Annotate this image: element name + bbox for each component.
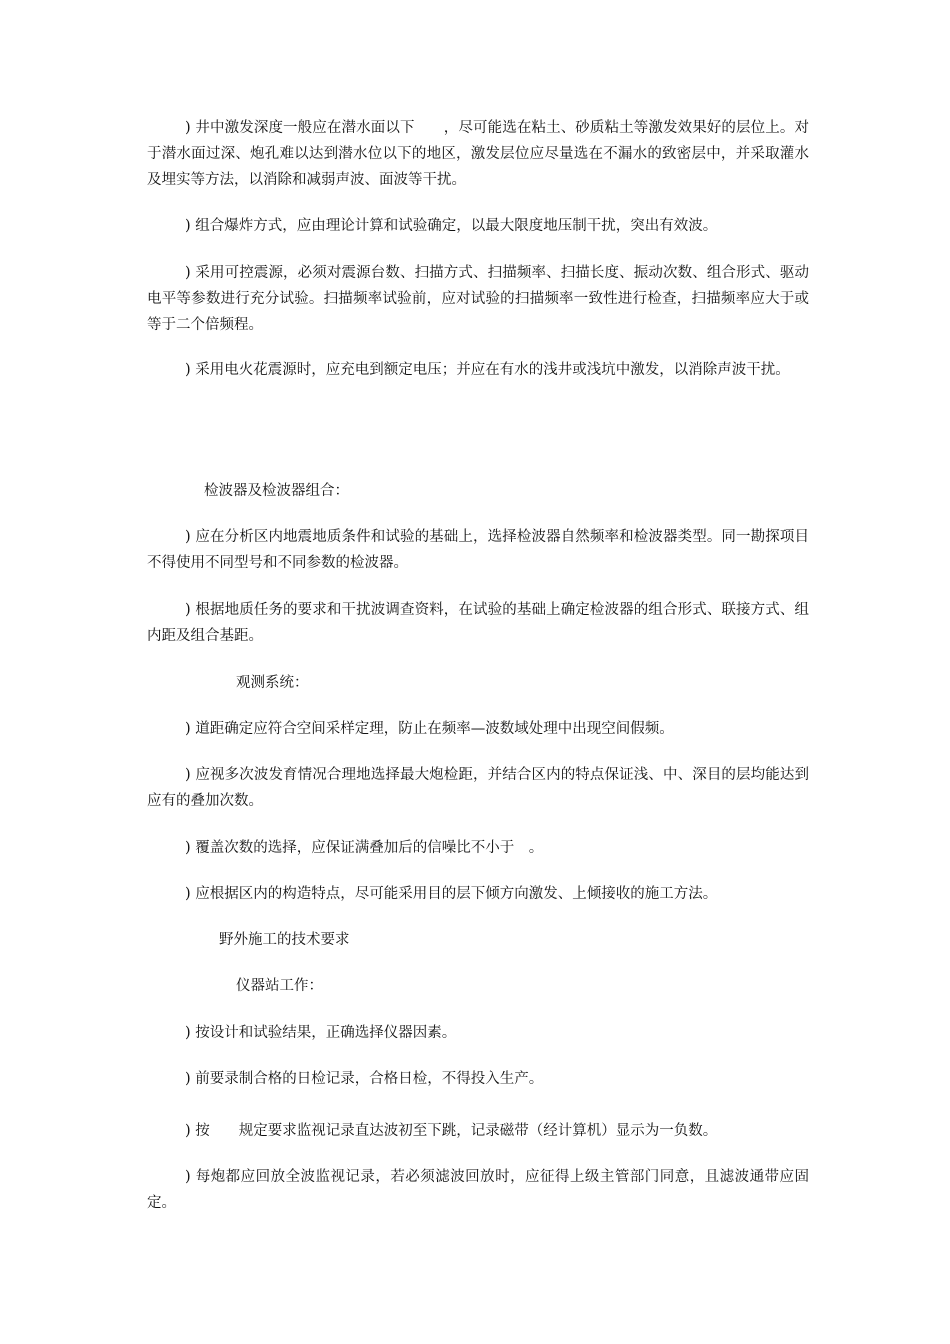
paragraph-max-offset: ) 应视多次波发育情况合理地选择最大炮检距，并结合区内的特点保证浅、中、深目的层均能达到应有的叠加次数。	[147, 767, 809, 809]
paragraph-coverage: ) 覆盖次数的选择，应保证满叠加后的信噪比不小于 。	[185, 840, 544, 856]
paragraph-geophone-type: ) 应在分析区内地震地质条件和试验的基础上，选择检波器自然频率和检波器类型。同一勘探项目不得使用不同型号和不同参数的检波器。	[147, 529, 809, 571]
paragraph-direct-wave: ) 按 规定要求监视记录直达波初至下跳，记录磁带（经计算机）显示为一负数。	[185, 1123, 718, 1139]
heading-geophones: 检波器及检波器组合：	[204, 483, 349, 499]
paragraph-shooting-direction: ) 应根据区内的构造特点，尽可能采用目的层下倾方向激发、上倾接收的施工方法。	[185, 886, 718, 902]
paragraph-instrument-factors: ) 按设计和试验结果，正确选择仪器因素。	[185, 1025, 457, 1041]
paragraph-trace-spacing: ) 道距确定应符合空间采样定理，防止在频率—波数域处理中出现空间假频。	[185, 721, 674, 737]
paragraph-spark-source: ) 采用电火花震源时，应充电到额定电压；并应在有水的浅井或浅坑中激发，以消除声波干扰。	[185, 362, 790, 378]
paragraph-geophone-array: ) 根据地质任务的要求和干扰波调查资料，在试验的基础上确定检波器的组合形式、联接方式、组内距及组合基距。	[147, 602, 809, 644]
heading-observation-system: 观测系统：	[236, 675, 309, 691]
paragraph-combined-blasting: ) 组合爆炸方式，应由理论计算和试验确定，以最大限度地压制干扰，突出有效波。	[185, 218, 718, 234]
paragraph-daily-check: ) 前要录制合格的日检记录，合格日检，不得投入生产。	[185, 1071, 544, 1087]
heading-field-requirements: 野外施工的技术要求	[219, 932, 350, 948]
heading-instrument-station: 仪器站工作：	[236, 978, 323, 994]
paragraph-excitation-depth: ) 井中激发深度一般应在潜水面以下 ，尽可能选在粘土、砂质粘土等激发效果好的层位上。对于潜水面过深、炮孔难以达到潜水位以下的地区，激发层位应尽量选在不漏水的致密层中，并采取灌水及埋实等方法，以消除和减弱声波、面波等干扰。	[147, 120, 809, 188]
paragraph-playback: ) 每炮都应回放全波监视记录，若必须滤波回放时，应征得上级主管部门同意，且滤波通带应固定。	[147, 1169, 809, 1211]
paragraph-vibroseis: ) 采用可控震源，必须对震源台数、扫描方式、扫描频率、扫描长度、振动次数、组合形式、驱动电平等参数进行充分试验。扫描频率试验前，应对试验的扫描频率一致性进行检查，扫描频率应大于或等于二个倍频程。	[147, 265, 809, 333]
